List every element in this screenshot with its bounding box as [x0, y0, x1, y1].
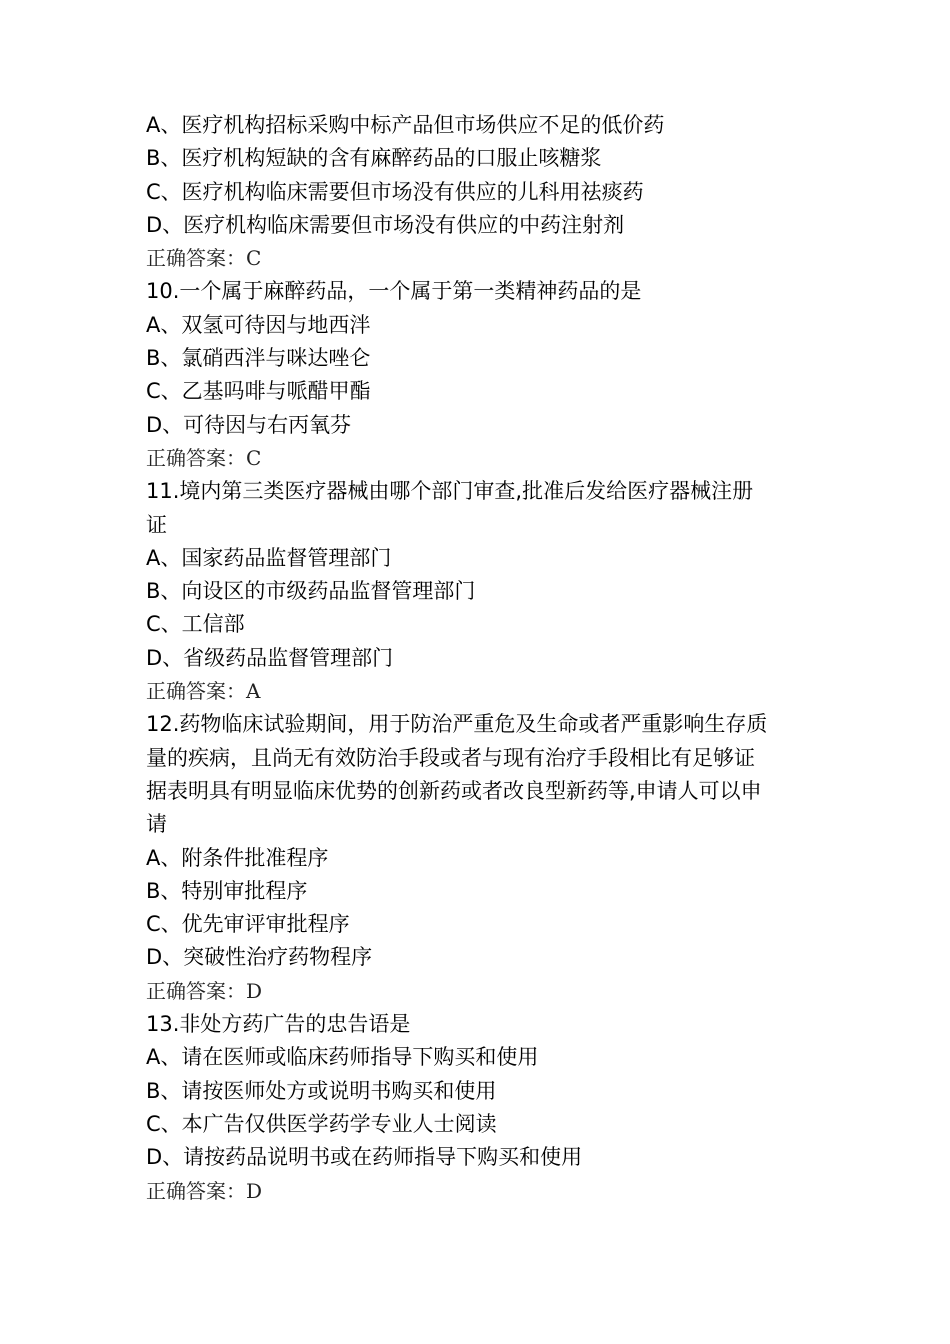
option-item: D、省级药品监督管理部门: [146, 645, 394, 670]
answer-line: 正确答案：D: [146, 978, 263, 1003]
document-body: [146, 109, 816, 1208]
option-item: D、医疗机构临床需要但市场没有供应的中药注射剂: [146, 212, 625, 237]
option-item: D、请按药品说明书或在药师指导下购买和使用: [146, 1145, 583, 1170]
answer-line: 正确答案：D: [146, 1178, 263, 1203]
question-text: 证: [146, 512, 167, 537]
option-item: B、医疗机构短缺的含有麻醉药品的口服止咳糖浆: [146, 146, 602, 171]
question-text: 12.药物临床试验期间，用于防治严重危及生命或者严重影响生存质: [146, 712, 768, 737]
option-item: D、可待因与右丙氧芬: [146, 412, 352, 437]
option-item: A、国家药品监督管理部门: [146, 545, 392, 570]
question-text: 请: [146, 812, 167, 837]
option-item: A、请在医师或临床药师指导下购买和使用: [146, 1045, 539, 1070]
option-item: A、医疗机构招标采购中标产品但市场供应不足的低价药: [146, 113, 665, 137]
option-item: B、请按医师处方或说明书购买和使用: [146, 1078, 497, 1103]
question-text: 11.境内第三类医疗器械由哪个部门审查,批准后发给医疗器械注册: [146, 479, 754, 504]
option-item: C、工信部: [146, 612, 245, 637]
option-item: C、优先审评审批程序: [146, 912, 350, 937]
option-item: B、氯硝西泮与咪达唑仑: [146, 346, 371, 371]
question-text: 据表明具有明显临床优势的创新药或者改良型新药等,申请人可以申: [146, 778, 762, 803]
option-item: B、特别审批程序: [146, 878, 308, 903]
question-text: 10.一个属于麻醉药品，一个属于第一类精神药品的是: [146, 279, 642, 304]
answer-line: 正确答案：C: [146, 246, 262, 271]
question-text: 13.非处方药广告的忠告语是: [146, 1012, 411, 1037]
option-item: A、双氢可待因与地西泮: [146, 312, 371, 337]
answer-line: 正确答案：A: [146, 679, 261, 704]
option-item: C、医疗机构临床需要但市场没有供应的儿科用祛痰药: [146, 179, 644, 204]
option-item: C、乙基吗啡与哌醋甲酯: [146, 379, 371, 404]
option-item: A、附条件批准程序: [146, 845, 329, 870]
answer-line: 正确答案：C: [146, 445, 262, 470]
question-text: 量的疾病，且尚无有效防治手段或者与现有治疗手段相比有足够证: [146, 745, 755, 770]
option-item: D、突破性治疗药物程序: [146, 945, 373, 970]
option-item: C、本广告仅供医学药学专业人士阅读: [146, 1111, 497, 1136]
option-item: B、向设区的市级药品监督管理部门: [146, 579, 476, 604]
